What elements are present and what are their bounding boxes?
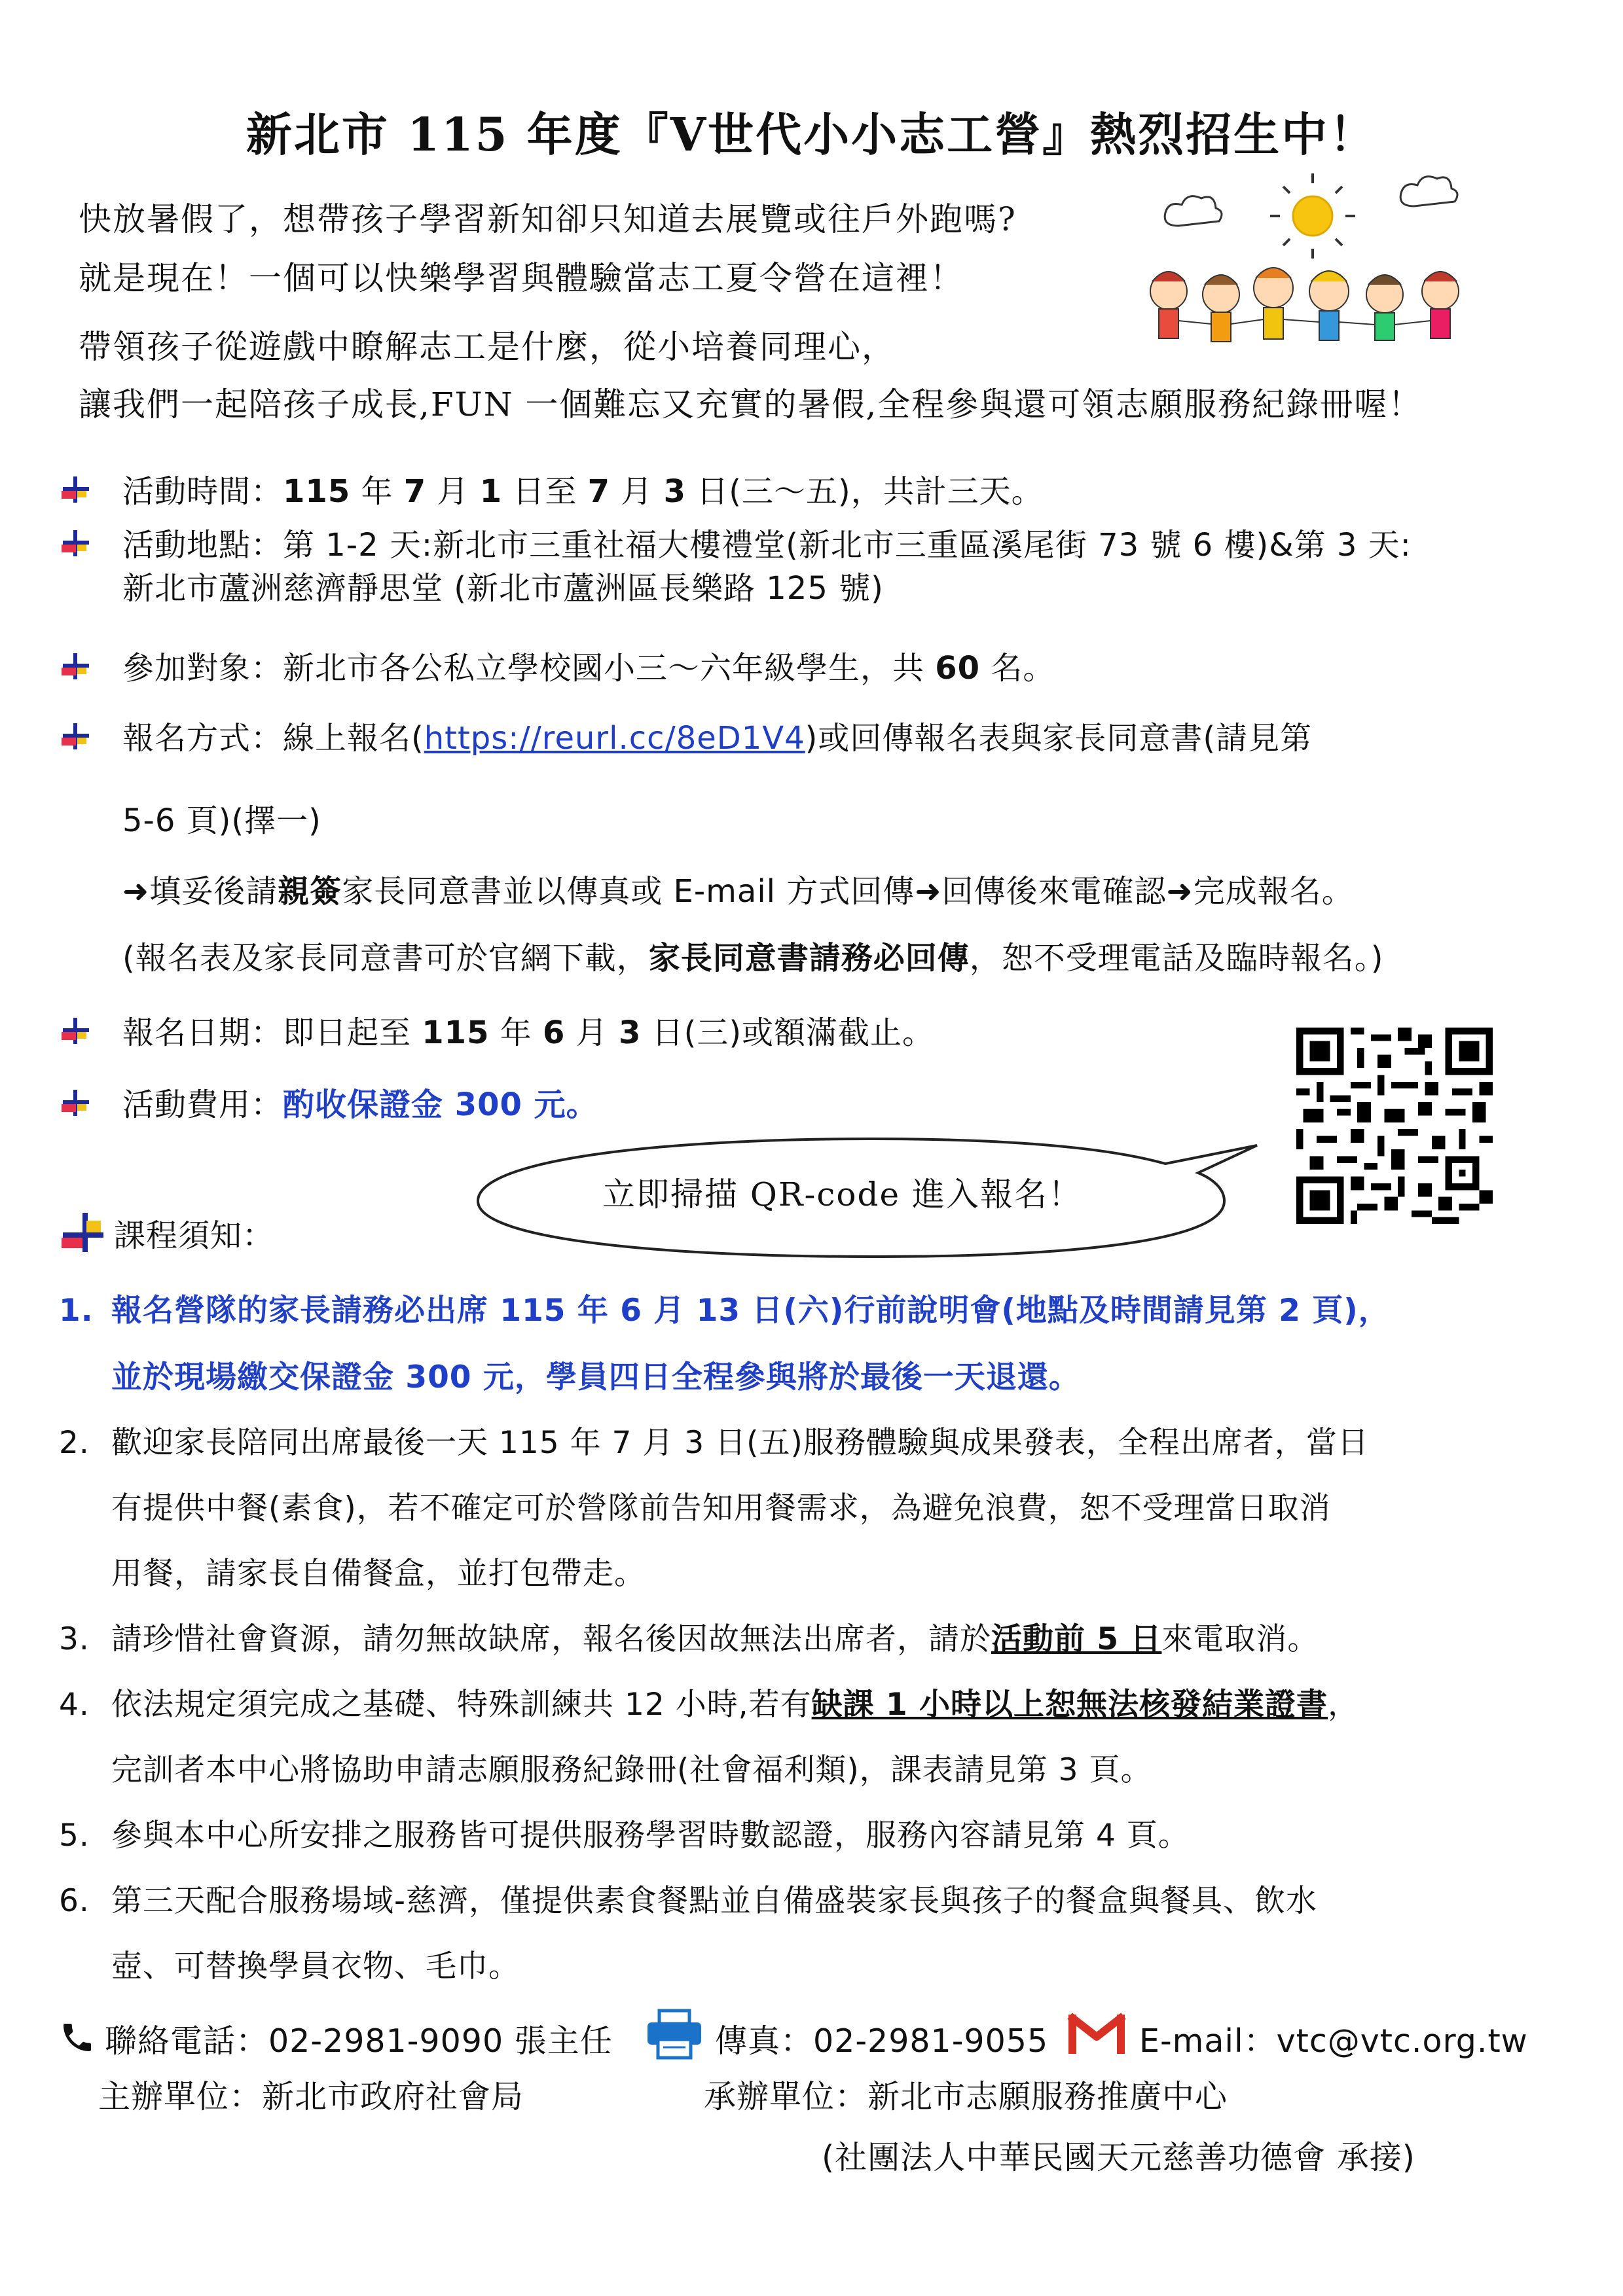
contact-phone: 聯絡電話：02-2981-9090 張主任 bbox=[105, 2022, 613, 2060]
time-text-2: 月 bbox=[426, 473, 480, 510]
bullet-activity-place bbox=[60, 524, 1412, 610]
bullet-signup-date bbox=[60, 1011, 934, 1054]
signup-link[interactable]: https://reurl.cc/8eD1V4 bbox=[424, 720, 805, 757]
note-4-underlined: 缺課 1 小時以上恕無法核發結業證書 bbox=[811, 1687, 1328, 1723]
note-2-number: 2. bbox=[59, 1425, 90, 1461]
bullet-marker-icon bbox=[60, 1015, 93, 1048]
note-2-line-3: 用餐，請家長自備餐盒，並打包帶走。 bbox=[111, 1556, 646, 1592]
page-title: 新北市 115 年度『V世代小小志工營』熱烈招生中！ bbox=[246, 107, 1377, 162]
date-month: 6 bbox=[543, 1014, 566, 1051]
bubble-text: 立即掃描 QR-code 進入報名！ bbox=[602, 1175, 1083, 1213]
executor: 承辦單位：新北市志願服務推廣中心 bbox=[704, 2078, 1228, 2115]
signup-line-2: 5-6 頁)(擇一) bbox=[122, 802, 321, 839]
time-label: 活動時間： bbox=[122, 473, 283, 510]
date-text-1: 年 bbox=[489, 1014, 543, 1051]
time-text-4: 月 bbox=[610, 473, 664, 510]
note-6-line-1 bbox=[59, 1876, 1317, 1920]
flow-text-c: 家長同意書並以傳真或 E-mail 方式回傳➜回傳後來電確認➜完成報名。 bbox=[342, 873, 1354, 910]
bullet-target bbox=[60, 647, 1055, 690]
time-text-1: 年 bbox=[350, 473, 404, 510]
time-text-5: 日(三～五)，共計三天。 bbox=[685, 473, 1044, 510]
place-line-1: 活動地點：第 1-2 天:新北市三重社福大樓禮堂(新北市三重區溪尾街 73 號 6 樓)&第 3 天: bbox=[122, 527, 1412, 564]
time-month-start: 7 bbox=[403, 473, 427, 510]
notes-heading: 課程須知： bbox=[114, 1217, 275, 1254]
note-3-underlined: 活動前 5 日 bbox=[991, 1621, 1162, 1657]
bullet-marker-icon bbox=[60, 528, 93, 560]
fee-label: 活動費用： bbox=[122, 1086, 283, 1123]
bullet-activity-time bbox=[60, 470, 1044, 513]
target-text-end: 名。 bbox=[980, 650, 1055, 687]
bullet-marker-icon bbox=[60, 474, 93, 507]
time-year: 115 bbox=[283, 473, 351, 510]
note-4-line-1 bbox=[59, 1680, 1359, 1724]
note-4-text: 依法規定須完成之基礎、特殊訓練共 12 小時,若有 bbox=[111, 1687, 812, 1723]
date-text-end: 日(三)或額滿截止。 bbox=[641, 1014, 935, 1051]
printer-icon bbox=[645, 2008, 704, 2060]
intro-line-4: 讓我們一起陪孩子成長,FUN 一個難忘又充實的暑假,全程參與還可領志願服務紀錄冊喔！ bbox=[79, 386, 1423, 423]
date-year: 115 bbox=[422, 1014, 490, 1051]
bullet-fee bbox=[60, 1083, 598, 1126]
flow-note-c: ，恕不受理電話及臨時報名。) bbox=[969, 940, 1384, 977]
note-2-text-1: 歡迎家長陪同出席最後一天 115 年 7 月 3 日(五)服務體驗與成果發表，全程出席者，當日 bbox=[111, 1425, 1369, 1461]
time-text-3: 日至 bbox=[502, 473, 588, 510]
bullet-marker-icon bbox=[60, 651, 93, 683]
intro-line-2: 就是現在！一個可以快樂學習與體驗當志工夏令營在這裡！ bbox=[79, 259, 964, 297]
gmail-icon bbox=[1067, 2009, 1126, 2056]
note-3-number: 3. bbox=[59, 1621, 90, 1657]
signup-text-end: )或回傳報名表與家長同意書(請見第 bbox=[805, 720, 1313, 757]
bullet-marker-icon bbox=[60, 1087, 93, 1120]
kids-sun-illustration bbox=[1139, 170, 1480, 367]
signup-flow-note bbox=[122, 933, 1383, 978]
place-line-2: 新北市蘆洲慈濟靜思堂 (新北市蘆洲區長樂路 125 號) bbox=[122, 570, 884, 607]
note-6-line-2: 壺、可替換學員衣物、毛巾。 bbox=[111, 1948, 520, 1984]
qr-code[interactable] bbox=[1296, 1028, 1493, 1224]
signup-text: 報名方式：線上報名( bbox=[122, 720, 424, 757]
time-month-end: 7 bbox=[587, 473, 611, 510]
note-2-line-2: 有提供中餐(素食)，若不確定可於營隊前告知用餐需求，為避免浪費，恕不受理當日取消 bbox=[111, 1490, 1331, 1526]
note-1-line-2: 並於現場繳交保證金 300 元，學員四日全程參與將於最後一天退還。 bbox=[111, 1359, 1080, 1395]
note-1-number: 1. bbox=[59, 1293, 94, 1329]
note-4-text-end: ， bbox=[1328, 1687, 1360, 1723]
target-text: 參加對象：新北市各公私立學校國小三～六年級學生，共 bbox=[122, 650, 936, 687]
bullet-marker-icon bbox=[60, 721, 93, 753]
signup-flow bbox=[122, 866, 1354, 911]
intro-line-1: 快放暑假了，想帶孩子學習新知卻只知道去展覽或往戶外跑嗎? bbox=[79, 200, 1017, 238]
date-day: 3 bbox=[618, 1014, 642, 1051]
note-6-number: 6. bbox=[59, 1883, 90, 1919]
notes-heading-row bbox=[60, 1214, 274, 1257]
note-5-text: 參與本中心所安排之服務皆可提供服務學習時數認證，服務內容請見第 4 頁。 bbox=[111, 1818, 1190, 1854]
time-day-start: 1 bbox=[479, 473, 503, 510]
note-2-line-1 bbox=[59, 1418, 1369, 1462]
note-4-number: 4. bbox=[59, 1687, 90, 1723]
kids-icon bbox=[1150, 268, 1459, 342]
contact-fax: 傳真：02-2981-9055 bbox=[715, 2022, 1049, 2060]
sun-icon bbox=[1270, 173, 1355, 259]
flow-text-bold: 親簽 bbox=[278, 873, 342, 910]
notes-marker-icon bbox=[60, 1210, 106, 1256]
flow-text-a: ➜填妥後請 bbox=[122, 873, 278, 910]
note-1-text-1: 報名營隊的家長請務必出席 115 年 6 月 13 日(六)行前說明會(地點及時間請見第 2 頁)， bbox=[111, 1293, 1390, 1329]
date-text: 報名日期：即日起至 bbox=[122, 1014, 422, 1051]
note-3-text-end: 來電取消。 bbox=[1161, 1621, 1319, 1657]
contact-email[interactable]: E-mail：vtc@vtc.org.tw bbox=[1139, 2022, 1528, 2060]
note-4-line-2: 完訓者本中心將協助申請志願服務紀錄冊(社會福利類)，課表請見第 3 頁。 bbox=[111, 1752, 1152, 1788]
executor-sub: (社團法人中華民國天元慈善功德會 承接) bbox=[822, 2139, 1415, 2176]
flow-note-bold: 家長同意書請務必回傳 bbox=[648, 940, 970, 977]
phone-icon bbox=[59, 2019, 96, 2056]
bullet-signup-method bbox=[60, 717, 1312, 760]
intro-line-3: 帶領孩子從遊戲中瞭解志工是什麼，從小培養同理心， bbox=[79, 328, 896, 366]
note-1-line-1 bbox=[59, 1286, 1390, 1330]
flow-note-a: (報名表及家長同意書可於官網下載， bbox=[122, 940, 649, 977]
note-5 bbox=[59, 1811, 1190, 1855]
organizer: 主辦單位：新北市政府社會局 bbox=[98, 2078, 524, 2115]
note-3 bbox=[59, 1615, 1319, 1659]
note-6-text-1: 第三天配合服務場域-慈濟，僅提供素食餐點並自備盛裝家長與孩子的餐盒與餐具、飲水 bbox=[111, 1883, 1317, 1919]
fee-value: 酌收保證金 300 元。 bbox=[283, 1086, 598, 1123]
date-text-2: 月 bbox=[565, 1014, 619, 1051]
time-day-end: 3 bbox=[663, 473, 686, 510]
note-5-number: 5. bbox=[59, 1818, 90, 1854]
note-3-text: 請珍惜社會資源，請勿無故缺席，報名後因故無法出席者，請於 bbox=[111, 1621, 991, 1657]
target-count: 60 bbox=[935, 650, 981, 687]
